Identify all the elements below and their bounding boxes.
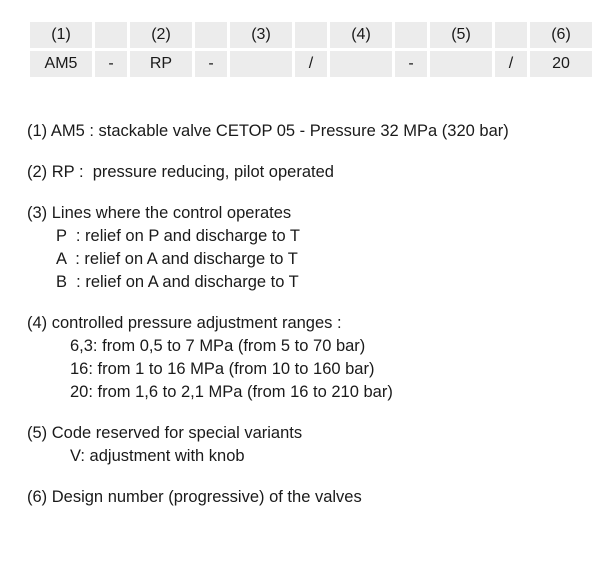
description-5 [27,422,587,468]
description-3 [27,202,587,294]
code-header-sep [95,22,127,48]
description-line: (3) Lines where the control operates [27,204,292,222]
code-separator: - [395,51,427,77]
code-value-row [30,51,592,77]
description-line: (6) Design number (progressive) of the valves [27,488,362,506]
code-value-3 [230,51,292,77]
description-2 [27,161,587,184]
code-header-sep [195,22,227,48]
code-value-1: AM5 [30,51,92,77]
description-line: (5) Code reserved for special variants [27,424,303,442]
description-subline: 16: from 1 to 16 MPa (from 10 to 160 bar) [70,360,375,378]
code-value-4 [330,51,392,77]
description-6 [27,486,587,509]
code-header-1: (1) [30,22,92,48]
code-header-3: (3) [230,22,292,48]
description-subline: V: adjustment with knob [70,447,245,465]
description-1 [27,120,587,143]
code-header-4: (4) [330,22,392,48]
description-line: (1) AM5 : stackable valve CETOP 05 - Pressure 32 MPa (320 bar) [27,122,509,140]
description-4 [27,312,587,404]
code-header-row [30,22,592,48]
code-separator: / [295,51,327,77]
description-subline: 20: from 1,6 to 2,1 MPa (from 16 to 210 bar) [70,383,393,401]
code-header-sep [495,22,527,48]
code-separator: - [95,51,127,77]
code-descriptions [27,120,587,527]
code-header-6: (6) [530,22,592,48]
code-value-6: 20 [530,51,592,77]
code-header-5: (5) [430,22,492,48]
description-line: (2) RP : pressure reducing, pilot operated [27,163,334,181]
description-subline: 6,3: from 0,5 to 7 MPa (from 5 to 70 bar) [70,337,366,355]
description-subline: P : relief on P and discharge to T [56,227,300,245]
model-code-table [27,19,595,80]
code-separator: / [495,51,527,77]
code-value-2: RP [130,51,192,77]
code-separator: - [195,51,227,77]
code-header-2: (2) [130,22,192,48]
code-header-sep [295,22,327,48]
description-subline: A : relief on A and discharge to T [56,250,298,268]
code-value-5 [430,51,492,77]
description-line: (4) controlled pressure adjustment ranges : [27,314,342,332]
code-header-sep [395,22,427,48]
description-subline: B : relief on A and discharge to T [56,273,299,291]
